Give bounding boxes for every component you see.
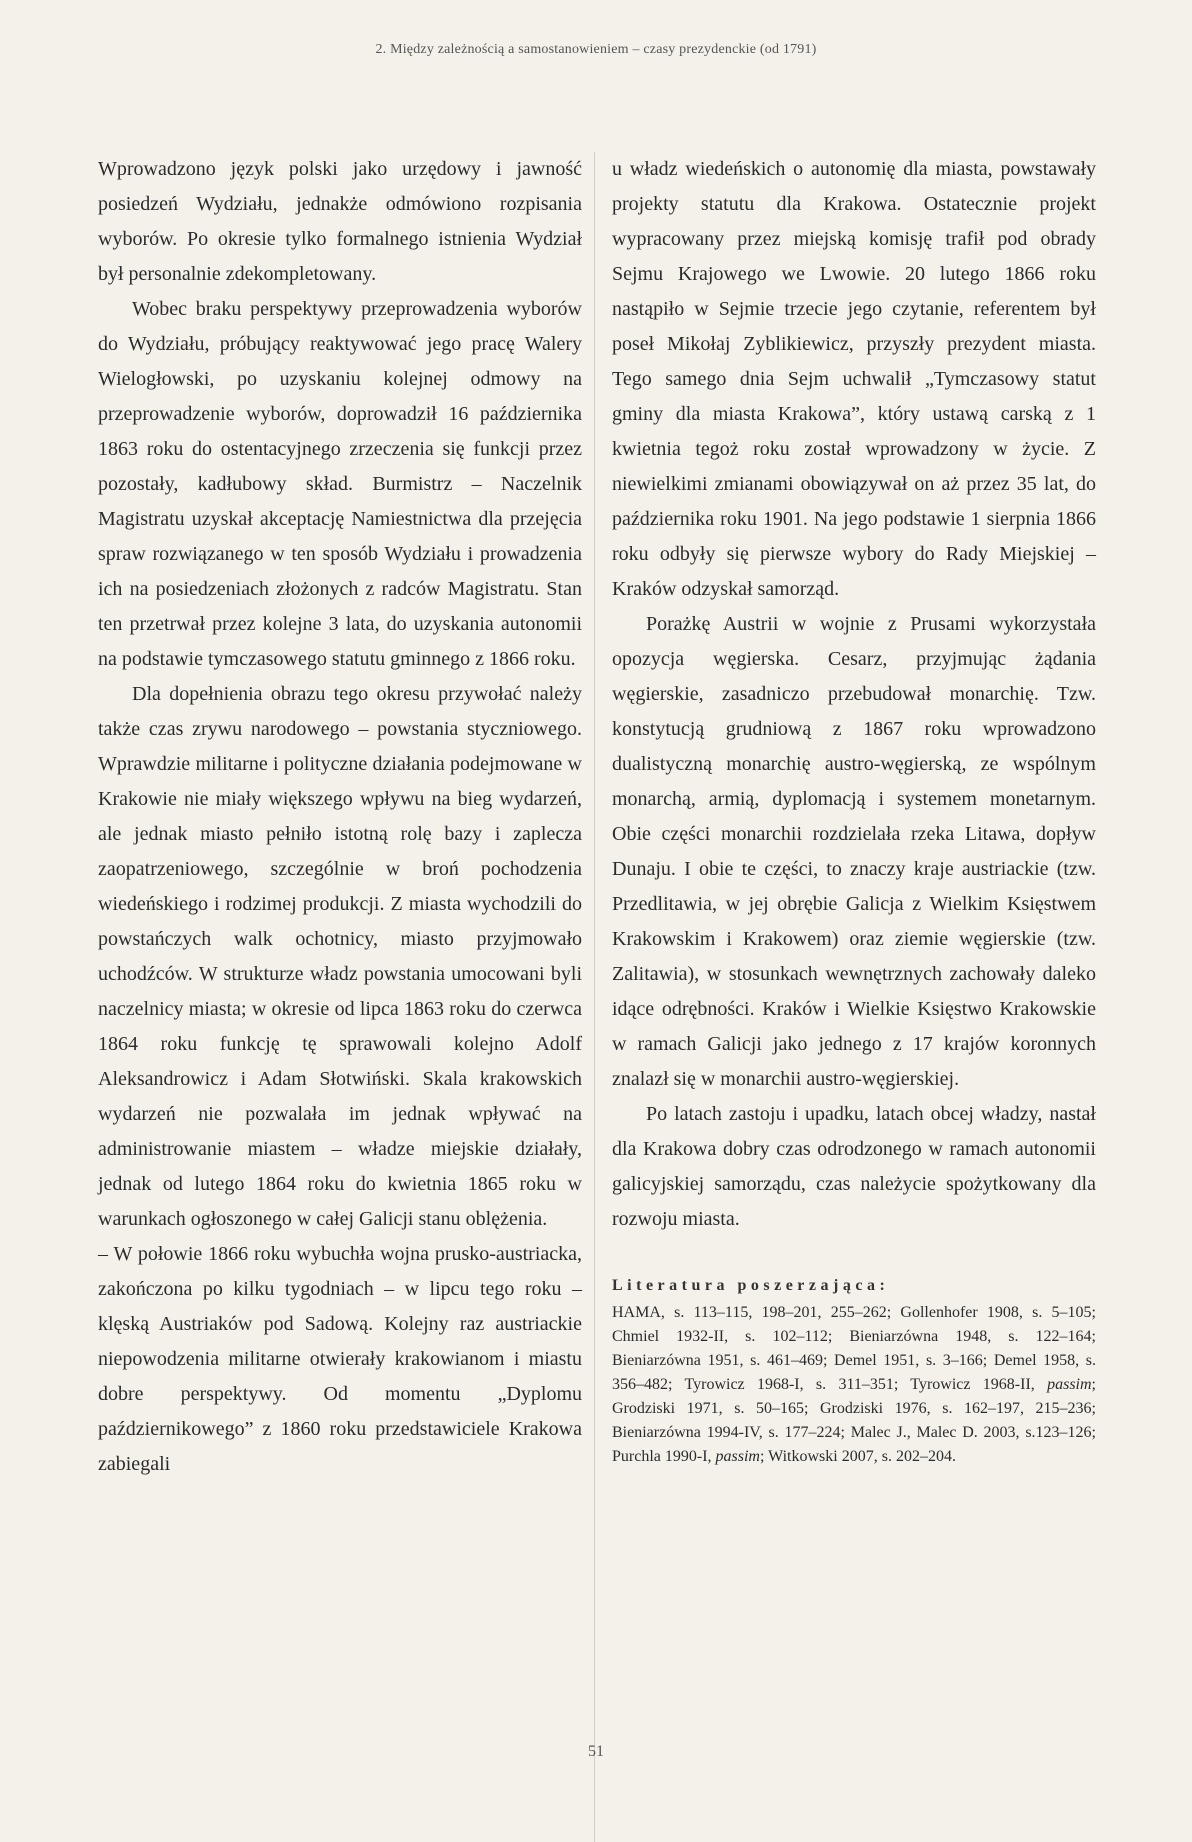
paragraph: Po latach zastoju i upadku, latach obcej władzy, nastał dla Krakowa dobry czas odrodzonego w ramach autonomii galicyjskiej samorządu, czas należycie spożytkowany dla rozwoju miasta. <box>612 1103 1096 1230</box>
right-column <box>612 152 1096 1469</box>
literature-text: ; Witkowski 2007, s. 202–204. <box>759 1448 956 1465</box>
paragraph: Wprowadzono język polski jako urzędowy i jawność posiedzeń Wydziału, jednakże odmówiono rozpisania wyborów. Po okresie tylko formalnego istnienia Wydział był personalnie zdekompletowany. <box>98 158 582 285</box>
paragraph: u władz wiedeńskich o autonomię dla miasta, powstawały projekty statutu dla Krakowa. Ostatecznie projekt wypracowany przez miejską komisję trafił pod obrady Sejmu Krajowego we Lwowie. 20 lutego 1866 roku nastąpiło w Sejmie trzecie jego czytanie, referentem był poseł Mikołaj Zyblikiewicz, przyszły prezydent miasta. Tego samego dnia Sejm uchwalił „Tymczasowy statut gminy dla miasta Krakowa”, który ustawą carską z 1 kwietnia tegoż roku został wprowadzony w życie. Z niewielkimi zmianami obowiązywał on aż przez 35 lat, do października roku 1901. Na jego podstawie 1 sierpnia 1866 roku odbyły się pierwsze wybory do Rady Miejskiej – Kraków odzyskał samorząd. <box>612 158 1096 600</box>
literature-passim: passim <box>715 1448 760 1465</box>
paragraph: Dla dopełnienia obrazu tego okresu przywołać należy także czas zrywu narodowego – powstania styczniowego. Wprawdzie militarne i polityczne działania podejmowane w Krakowie nie miały większego wpływu na bieg wydarzeń, ale jednak miasto pełniło istotną rolę bazy i zaplecza zaopatrzeniowego, szczególnie w broń pochodzenia wiedeńskiego i rodzimej produkcji. Z miasta wychodzili do powstańczych walk ochotnicy, miasto przyjmowało uchodźców. W strukturze władz powstania umocowani byli naczelnicy miasta; w okresie od lipca 1863 roku do czerwca 1864 roku funkcję tę sprawowali kolejno Adolf Aleksandrowicz i Adam Słotwiński. Skala krakowskich wydarzeń nie pozwalała im jednak wpływać na administrowanie miastem – władze miejskie działały, jednak od lutego 1864 roku do kwietnia 1865 roku w warunkach ogłoszonego w całej Galicji stanu oblężenia. <box>98 683 582 1230</box>
paragraph: Wobec braku perspektywy przeprowadzenia wyborów do Wydziału, próbujący reaktywować jego pracę Walery Wielogłowski, po uzyskaniu kolejnej odmowy na przeprowadzenie wyborów, doprowadził 16 października 1863 roku do ostentacyjnego zrzeczenia się funkcji przez pozostały, kadłubowy skład. Burmistrz – Naczelnik Magistratu uzyskał akceptację Namiestnictwa dla przejęcia spraw rozwiązanego w ten sposób Wydziału i prowadzenia ich na posiedzeniach złożonych z radców Magistratu. Stan ten przetrwał przez kolejne 3 lata, do uzyskania autonomii na podstawie tymczasowego statutu gminnego z 1866 roku. <box>98 298 582 670</box>
literature-text: ; Grodziski 1971, s. 50–165; Grodziski 1976, s. 162–197, 215–236; Bieniarzówna 1994-IV, s. 177–224; Malec J., Malec D. 2003, s.123–126; Purchla 1990-I, <box>612 1376 1096 1465</box>
running-header: 2. Między zależnością a samostanowieniem – czasy prezydenckie (od 1791) <box>375 42 817 57</box>
left-column <box>98 152 595 1842</box>
literature-list <box>612 1301 1096 1469</box>
literature-heading: Literatura poszerzająca: <box>612 1277 890 1294</box>
page-number: 51 <box>588 1743 604 1760</box>
literature-text: HAMA, s. 113–115, 198–201, 255–262; Gollenhofer 1908, s. 5–105; Chmiel 1932-II, s. 102–112; Bieniarzówna 1948, s. 122–164; Bieniarzówna 1951, s. 461–469; Demel 1951, s. 3–166; Demel 1958, s. 356–482; Tyrowicz 1968-I, s. 311–351; Tyrowicz 1968-II, <box>612 1304 1096 1393</box>
literature-passim: passim <box>1047 1376 1092 1393</box>
paragraph: – W połowie 1866 roku wybuchła wojna prusko-austriacka, zakończona po kilku tygodniach – w lipcu tego roku – klęską Austriaków pod Sadową. Kolejny raz austriackie niepowodzenia militarne otwierały krakowianom i miastu dobre perspektywy. Od momentu „Dyplomu październikowego” z 1860 roku przedstawiciele Krakowa zabiegali <box>98 1243 582 1475</box>
paragraph: Porażkę Austrii w wojnie z Prusami wykorzystała opozycja węgierska. Cesarz, przyjmując żądania węgierskie, zasadniczo przebudował monarchię. Tzw. konstytucją grudniową z 1867 roku wprowadzono dualistyczną monarchię austro-węgierską, ze wspólnym monarchą, armią, dyplomacją i systemem monetarnym. Obie części monarchii rozdzielała rzeka Litawa, dopływ Dunaju. I obie te części, to znaczy kraje austriackie (tzw. Przedlitawia, w jej obrębie Galicja z Wielkim Księstwem Krakowskim i Krakowem) oraz ziemie węgierskie (tzw. Zalitawia), w stosunkach wewnętrznych zachowały daleko idące odrębności. Kraków i Wielkie Księstwo Krakowskie w ramach Galicji jako jednego z 17 krajów koronnych znalazł się w monarchii austro-węgierskiej. <box>612 613 1096 1090</box>
